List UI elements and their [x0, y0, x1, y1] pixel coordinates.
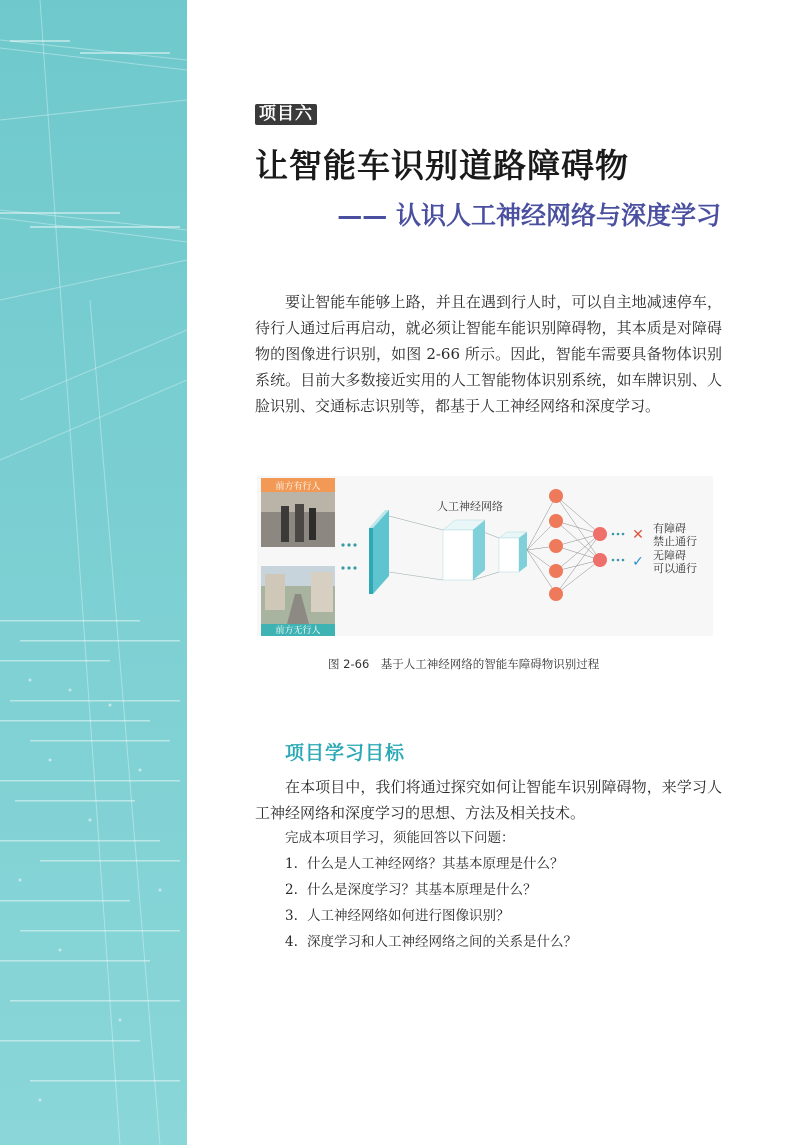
figure-caption: 图 2-66 基于人工神经网络的智能车障碍物识别过程	[328, 657, 600, 671]
conv-layer-1	[369, 510, 389, 594]
list-item: 4. 深度学习和人工神经网络之间的关系是什么？	[285, 934, 577, 950]
list-item: 2. 什么是深度学习？其基本原理是什么？	[285, 882, 537, 898]
intro-paragraph: 要让智能车能够上路，并且在遇到行人时，可以自主地减速停车，待行人通过后再启动，就必须让智能车能识别障碍物，其本质是对障碍物的图像进行识别，如图 2-66 所示。因此，智能车需要具备物体识别系统。目前大多数接近实用的人工智能物体识别系统，如车牌识别、人脸识别、交通标志识别等，都基于人工神经网络和深度学习。	[255, 293, 722, 415]
conv-layer-3	[499, 532, 527, 572]
decorative-sidebar	[0, 0, 187, 1145]
page-title: 让智能车识别道路障碍物	[255, 146, 629, 185]
question-list	[285, 851, 577, 955]
list-item: 1. 什么是人工神经网络？其基本原理是什么？	[285, 856, 564, 872]
network-label: 人工神经网络	[437, 500, 503, 513]
output-2-sublabel: 可以通行	[653, 562, 697, 575]
conv-layer-2	[443, 520, 485, 580]
output-1-label: 有障碍	[653, 522, 686, 535]
questions-intro: 完成本项目学习，须能回答以下问题：	[285, 830, 515, 846]
section-title: 项目学习目标	[285, 742, 406, 764]
photo-empty-street	[261, 566, 335, 636]
check-icon: ✓	[632, 554, 644, 570]
hidden-neurons	[549, 489, 563, 601]
figure-diagram	[257, 476, 713, 636]
goal-paragraph: 在本项目中，我们将通过探究如何让智能车识别障碍物，来学习人工神经网络和深度学习的思想、方法及相关技术。	[255, 778, 722, 822]
photo-pedestrian	[261, 478, 335, 547]
list-item: 3. 人工神经网络如何进行图像识别？	[285, 908, 510, 924]
output-neurons	[593, 527, 607, 567]
fc-connections	[527, 496, 600, 594]
cross-icon: ✕	[632, 527, 644, 543]
page-subtitle: —— 认识人工神经网络与深度学习	[337, 201, 721, 230]
top-photo-label: 前方有行人	[275, 482, 321, 492]
output-2-label: 无障碍	[653, 549, 686, 562]
project-badge: 项目六	[255, 104, 317, 125]
figure-neural-network	[257, 476, 713, 636]
output-1-sublabel: 禁止通行	[653, 535, 697, 548]
sidebar-pattern	[0, 0, 187, 1145]
bottom-photo-label: 前方无行人	[275, 626, 321, 636]
